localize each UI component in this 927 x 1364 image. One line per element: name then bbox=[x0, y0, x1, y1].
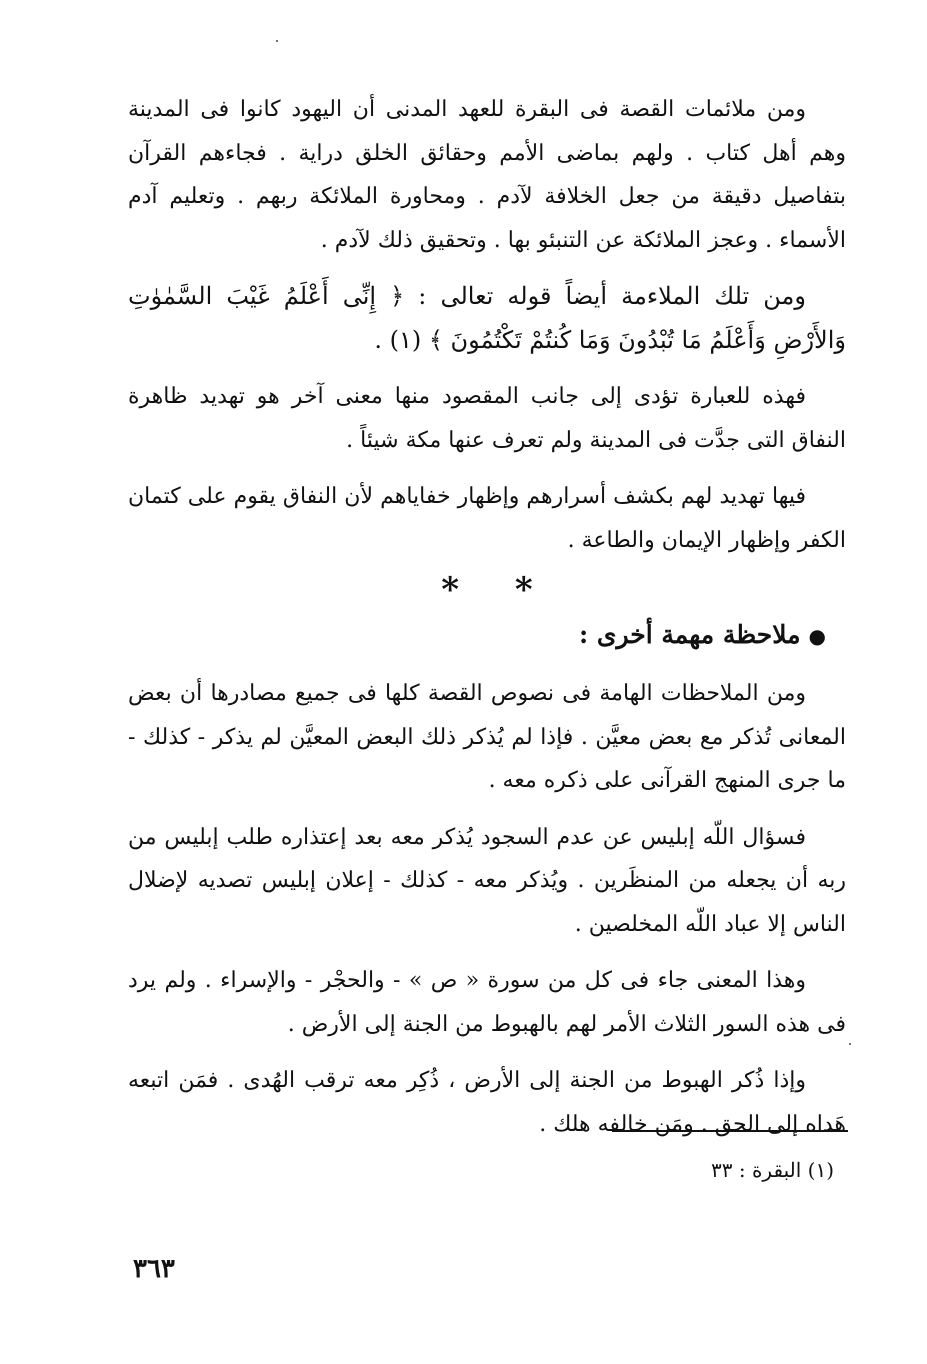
section-heading-text: ملاحظة مهمة أخرى : bbox=[579, 620, 801, 649]
paragraph-4: فيها تهديد لهم بكشف أسرارهم وإظهار خفاياهم لأن النفاق يقوم على كتمان الكفر وإظهار الإيمان والطاعة . bbox=[128, 484, 846, 553]
paragraph-8: وإذا ذُكر الهبوط من الجنة إلى الأرض ، ذُكِر معه ترقب الهُدى . فمَن اتبعه هَداه إلى الحق . ومَن خالفه هلك . bbox=[128, 1068, 846, 1137]
footnote-divider bbox=[612, 1130, 848, 1132]
section-heading bbox=[128, 612, 846, 659]
page-number: ٣٦٣ bbox=[133, 1254, 175, 1284]
footnote: (١) البقرة : ٣٣ bbox=[711, 1158, 834, 1182]
paragraph-5: ومن الملاحظات الهامة فى نصوص القصة كلها فى جميع مصادرها أن بعض المعانى تُذكر مع بعض معيَّن . فإذا لم يُذكر ذلك البعض المعيَّن لم يذكر - كذلك - ما جرى المنهج القرآنى على ذكره معه . bbox=[128, 681, 846, 793]
separator-star-right: * bbox=[514, 570, 533, 610]
paragraph-6: فسؤال اللّه إبليس عن عدم السجود يُذكر معه بعد إعتذاره طلب إبليس من ربه أن يجعله من المنظَرين . ويُذكر معه - كذلك - إعلان إبليس تصديه لإضلال الناس إلا عباد اللّه المخلصين . bbox=[128, 824, 846, 937]
scan-speck bbox=[276, 40, 278, 42]
bullet-icon: ● bbox=[808, 624, 826, 648]
section-separator bbox=[128, 570, 846, 610]
paragraph-7: وهذا المعنى جاء فى كل من سورة « ص » - والحجْر - والإسراء . ولم يرد فى هذه السور الثلاث الأمر لهم بالهبوط من الجنة إلى الأرض . bbox=[128, 968, 846, 1037]
paragraph-1: ومن ملائمات القصة فى البقرة للعهد المدنى أن اليهود كانوا فى المدينة وهم أهل كتاب . ولهم بماضى الأمم وحقائق الخلق دراية . فجاءهم القرآن بتفاصيل دقيقة من جعل الخلافة لآدم . ومحاورة الملائكة ربهم . وتعليم آدم الأسماء . وعجز الملائكة عن التنبئو بها . وتحقيق ذلك لآدم . bbox=[128, 97, 846, 253]
paragraph-2-quran-quote: ومن تلك الملاءمة أيضاً قوله تعالى : ﴿ إِنِّى أَعْلَمُ غَيْبَ السَّمٰوٰتِ وَالأَرْضِ وَأَعْلَمُ مَا تُبْدُونَ وَمَا كُنتُمْ تَكْتُمُونَ ﴾ (١) . bbox=[128, 282, 846, 354]
paragraph-3: فهذه للعبارة تؤدى إلى جانب المقصود منها معنى آخر هو تهديد ظاهرة النفاق التى جدَّت فى المدينة ولم تعرف عنها مكة شيئاً . bbox=[128, 384, 846, 453]
main-text bbox=[128, 88, 846, 1146]
scan-speck bbox=[849, 1043, 851, 1045]
separator-star-left: * bbox=[441, 570, 460, 610]
